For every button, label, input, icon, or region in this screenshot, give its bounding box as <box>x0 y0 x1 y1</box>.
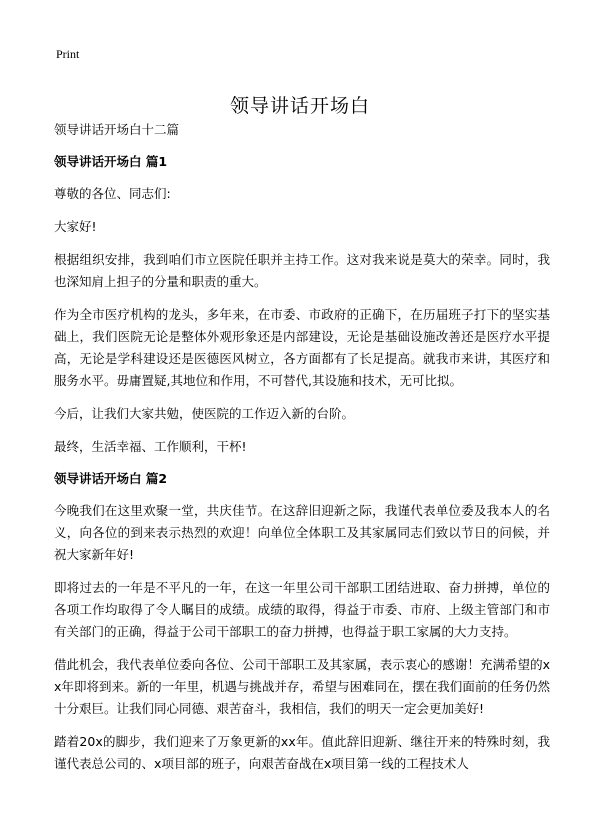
paragraph: 尊敬的各位、同志们: <box>54 186 171 201</box>
paragraph: 最终，生活幸福、工作顺利，干杯! <box>54 439 247 454</box>
paragraph: 今晚我们在这里欢聚一堂，共庆佳节。在这辞旧迎新之际，我谨代表单位委及我本人的名义，向各位的到来表示热烈的欢迎！向单位全体职工及其家属同志们致以节日的问候，并祝大家新年好! <box>54 503 550 562</box>
paragraph: 踏着20x的脚步，我们迎来了万象更新的xx年。值此辞旧迎新、继往开来的特殊时刻，我谨代表总公司的、x项目部的班子，向艰苦奋战在x项目第一线的工程技术人 <box>54 734 550 771</box>
paragraph: 作为全市医疗机构的龙头，多年来，在市委、市政府的正确下，在历届班子打下的坚实基础上，我们医院无论是整体外观形象还是内部建设，无论是基础设施改善还是医疗水平提高，无论是学科建设还是医德医风树立，各方面都有了长足提高。就我市来讲，其医疗和服务水平。毋庸置疑,其地位和作用，不可替代,其设施和技术，无可比拟。 <box>54 307 550 388</box>
section-2 <box>54 469 550 775</box>
document-subtitle: 领导讲话开场白十二篇 <box>54 122 180 137</box>
document-body <box>54 120 550 786</box>
paragraph: 根据组织安排，我到咱们市立医院任职并主持工作。这对我来说是莫大的荣幸。同时，我也深知肩上担子的分量和职责的重大。 <box>54 252 550 289</box>
paragraph: 今后，让我们大家共勉，使医院的工作迈入新的台阶。 <box>54 406 355 421</box>
section-heading: 领导讲话开场白 篇2 <box>54 471 168 486</box>
section-1 <box>54 152 550 458</box>
paragraph: 大家好! <box>54 219 97 234</box>
paragraph: 即将过去的一年是不平凡的一年，在这一年里公司干部职工团结进取、奋力拼搏，单位的各项工作均取得了令人瞩目的成绩。成绩的取得，得益于市委、市府、上级主管部门和市有关部门的正确，得益于公司干部职工的奋力拼搏，也得益于职工家属的大力支持。 <box>54 580 550 639</box>
page-title: 领导讲话开场白 <box>229 94 370 117</box>
section-heading: 领导讲话开场白 篇1 <box>54 154 168 169</box>
paragraph: 借此机会，我代表单位委向各位、公司干部职工及其家属，表示衷心的感谢！充满希望的xx年即将到来。新的一年里，机遇与挑战并存，希望与困难同在，摆在我们面前的任务仍然十分艰巨。让我们同心同德、艰苦奋斗，我相信，我们的明天一定会更加美好! <box>54 657 550 716</box>
print-label: Print <box>56 47 80 61</box>
